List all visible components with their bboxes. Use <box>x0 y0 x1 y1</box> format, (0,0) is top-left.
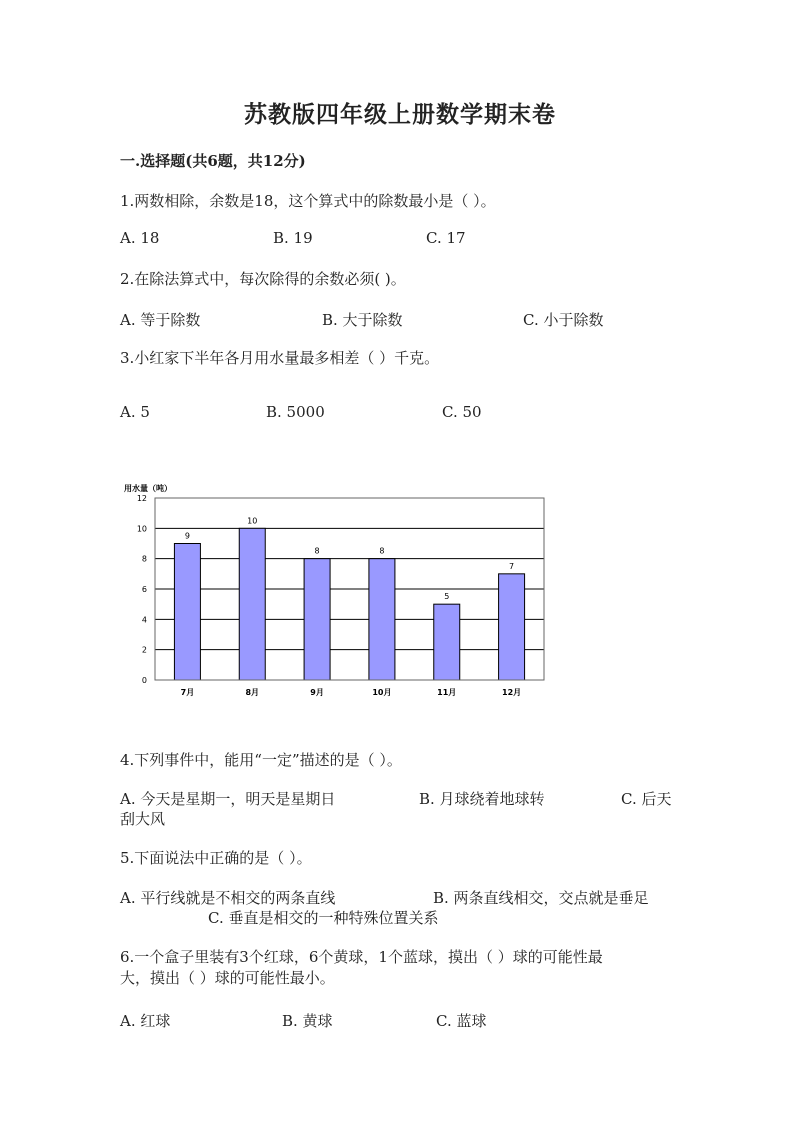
question-3-stem: 3.小红家下半年各月用水量最多相差（ ）千克。 <box>120 349 440 367</box>
chart-y-axis-label: 用水量（吨） <box>124 484 172 493</box>
question-4-option-a[interactable]: A. 今天是星期一，明天是星期日 <box>120 790 336 808</box>
question-4-option-c-continued: 刮大风 <box>120 810 166 828</box>
chart-data-label: 9 <box>184 531 190 541</box>
question-5-option-a[interactable]: A. 平行线就是不相交的两条直线 <box>120 889 336 907</box>
chart-y-tick-label: 4 <box>141 615 147 625</box>
question-2-option-c[interactable]: C. 小于除数 <box>523 311 604 329</box>
question-6-option-c[interactable]: C. 蓝球 <box>436 1012 487 1030</box>
chart-bar <box>499 574 525 680</box>
chart-y-tick-label: 0 <box>141 676 147 685</box>
question-1-option-b[interactable]: B. 19 <box>273 229 313 247</box>
chart-x-tick-label: 10月 <box>372 688 392 697</box>
question-3-option-a[interactable]: A. 5 <box>120 403 150 421</box>
question-6-stem-line-1: 6.一个盒子里装有3个红球，6个黄球，1个蓝球，摸出（ ）球的可能性最 <box>120 948 603 966</box>
page-title: 苏教版四年级上册数学期末卷 <box>244 101 556 128</box>
section-heading: 一.选择题(共6题，共12分) <box>120 152 306 170</box>
question-6-option-b[interactable]: B. 黄球 <box>282 1012 333 1030</box>
chart-y-tick-label: 6 <box>141 585 147 594</box>
question-4-option-c[interactable]: C. 后天 <box>621 790 672 808</box>
chart-y-tick-label: 10 <box>136 524 147 534</box>
question-6-option-a[interactable]: A. 红球 <box>120 1012 171 1030</box>
chart-data-label: 8 <box>379 546 385 556</box>
chart-bar <box>434 604 460 680</box>
chart-data-label: 5 <box>444 592 450 602</box>
chart-data-label: 7 <box>509 561 515 571</box>
question-6-stem-line-2: 大，摸出（ ）球的可能性最小。 <box>120 969 335 987</box>
question-5-stem: 5.下面说法中正确的是（ ）。 <box>120 849 312 867</box>
question-3-option-c[interactable]: C. 50 <box>442 403 482 421</box>
question-3-option-b[interactable]: B. 5000 <box>266 403 325 421</box>
chart-x-tick-label: 8月 <box>245 688 260 697</box>
question-5-option-b[interactable]: B. 两条直线相交，交点就是垂足 <box>433 889 649 907</box>
question-5-option-c[interactable]: C. 垂直是相交的一种特殊位置关系 <box>208 909 439 927</box>
question-1-stem: 1.两数相除，余数是18，这个算式中的除数最小是（ ）。 <box>120 192 496 210</box>
question-2-option-b[interactable]: B. 大于除数 <box>322 311 403 329</box>
question-1-option-c[interactable]: C. 17 <box>426 229 466 247</box>
chart-y-tick-label: 12 <box>136 494 147 503</box>
chart-y-tick-label: 2 <box>141 645 147 655</box>
chart-x-tick-label: 7月 <box>180 688 195 697</box>
chart-bar <box>174 544 200 681</box>
chart-bar <box>369 559 395 680</box>
chart-x-tick-label: 9月 <box>310 688 324 697</box>
chart-x-tick-label: 11月 <box>437 688 457 697</box>
chart-x-tick-label: 12月 <box>502 688 522 697</box>
question-1-option-a[interactable]: A. 18 <box>120 229 160 247</box>
chart-bar <box>304 559 330 680</box>
chart-data-label: 8 <box>314 546 320 556</box>
question-2-option-a[interactable]: A. 等于除数 <box>120 311 201 329</box>
chart-y-tick-label: 8 <box>141 554 147 564</box>
question-2-stem: 2.在除法算式中，每次除得的余数必须( )。 <box>120 270 406 288</box>
question-4-stem: 4.下列事件中，能用“一定”描述的是（ ）。 <box>120 751 402 769</box>
question-4-option-b[interactable]: B. 月球绕着地球转 <box>419 790 545 808</box>
chart-data-label: 10 <box>247 516 258 526</box>
water-usage-bar-chart <box>120 478 560 703</box>
chart-bar <box>239 528 265 680</box>
